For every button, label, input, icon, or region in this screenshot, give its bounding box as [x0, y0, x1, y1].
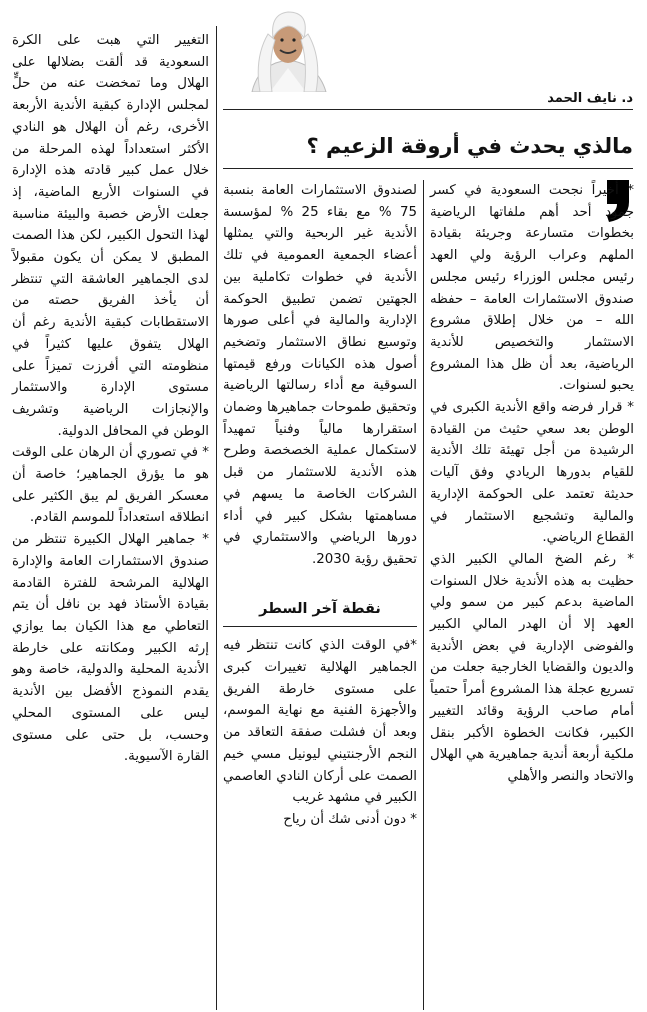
spacer [223, 571, 417, 595]
paragraph: * جماهير الهلال الكبيرة تنتظر من صندوق الاستثمارات العامة والإدارة الهلالية المرشحة للفترة القادمة بقيادة الأستاذ فهد بن نافل أن يتم التعاطي مع هذا الكيان بما يوازي إرثه الكبير ومكانته على خارطة الأندية المحلية والدولية، خاصة وهو يقدم النموذج الأفضل بين الأندية ليس على المستوى المحلي وحسب، بل حتى على مستوى القارة الآسيوية. [12, 532, 209, 765]
paragraph: * قرار فرضه واقع الأندية الكبرى في الوطن بعد سعي حثيث من القيادة الرشيدة من أجل تهيئة تلك الأندية للقيام بدورها الريادي وفق آليات حديثة تعتمد على الحوكمة الإدارية والمالية وتشجيع الاستثمار في القطاع الرياضي. [430, 400, 634, 546]
paragraph: * في تصوري أن الرهان على الوقت هو ما يؤرق الجماهير؛ خاصة أن معسكر الفريق لم يبق الكثير على انطلاقه استعداداً للموسم القادم. [12, 445, 209, 526]
byline-underline [223, 109, 633, 110]
column-middle [223, 180, 417, 831]
paragraph: * دون أدنى شك أن رياح [283, 811, 417, 827]
paragraph: *في الوقت الذي كانت تنتظر فيه الجماهير الهلالية تغييرات كبرى على مستوى خارطة الفريق والأجهزة الفنية مع نهاية الموسم، وبعد أن فشلت صفقة التعاقد من النجم الأرجنتيني ليونيل مسي خيم الصمت على أركان النادي العاصمي الكبير في مشهد غريب [223, 638, 417, 806]
paragraph: * رغم الضخ المالي الكبير الذي حظيت به هذه الأندية خلال السنوات الماضية بدعم كبير من سمو ولي العهد إلا أن الهدر المالي الكبير والفوضى الإدارية في بعض الأندية والديون والقضايا الخارجية جعلت من تسريع عجلة هذا المشروع أمراً حتمياً أمام صاحب الرؤية وقائد التغيير الكبير، فكانت الخطوة الأكبر بنقل ملكية أربعة أندية جماهيرية هي الهلال والاتحاد والنصر والأهلي [430, 551, 634, 784]
column-left [12, 30, 209, 768]
subheading: نقطة آخر السطر [259, 600, 381, 617]
paragraph: * أخيراً نجحت السعودية في كسر جمود أحد أهم ملفاتها الرياضية بخطوات متسارعة وجريئة بقيادة الملهم وعراب الرؤية ولي العهد رئيس مجلس الوزراء رئيس مجلس صندوق الاستثمارات العامة – حفظه الله – من خلال إطلاق مشروع الاستثمار والتخصيص للأندية الرياضية، بعد أن ظل هذا المشروع يحبو لسنوات. [430, 183, 634, 394]
column-right [430, 180, 634, 788]
paragraph: التغيير التي هبت على الكرة السعودية قد ألقت بضلالها على الهلال وما تمخضت عنه من حلٍّ لمجلس الإدارة كبقية الأندية الأربعة الأخرى، رغم أن الهلال هو النادي الأكثر استعداداً لهذه المرحلة من خلال عمل كبير قادته هذه الإدارة في السنوات الأربع الماضية، إذ جعلت الأرض خصبة والبيئة مناسبة لهذا التحول الكبير، لكن هذا الصمت المطبق لا يمكن أن يكون مقبولاً لدى الجماهير العاشقة التي تنتظر أن يأخذ الفريق حصته من الاستقطابات كبقية الأندية رغم أن الهلال يتفوق عليها كثيراً في منظومته التي أفرزت تميزاً على مستوى الإدارة والاستثمار والإنجازات الرياضية وتشريف الوطن في المحافل الدولية. [12, 33, 209, 439]
article-headline: مالذي يحدث في أروقة الزعيم ؟ [306, 134, 633, 158]
author-photo [230, 8, 346, 92]
paragraph: لصندوق الاستثمارات العامة بنسبة 75 % مع بقاء 25 % لمؤسسة الأندية غير الربحية والتي يمثلها أعضاء الجمعية العمومية في تلك الأندية في خطوات تكاملية بين الجهتين تضمن تطبيق الحوكمة الإدارية والمالية في أعلى صورها وتوسيع نطاق الاستثمار وتضخيم أصول هذه الكيانات ورفع قيمتها السوقية مع أداء رسالتها الرياضية وتحقيق طموحات جماهيرها وضمان استقرارها مالياً وفنياً تمهيداً لاستكمال عملية الخصخصة وطرح هذه الأندية للاستثمار من قبل الشركات الخاصة ما يسهم في مساهمتها بشكل كبير في أداء دورها الرياضي والاستثماري في تحقيق رؤية 2030. [223, 183, 417, 567]
column-divider-left [216, 26, 217, 1010]
byline-bar [223, 89, 633, 109]
author-byline: د. نايف الحمد [547, 91, 633, 106]
subheading-rule [223, 626, 417, 627]
column-divider-right [423, 180, 424, 1010]
headline-rule [223, 168, 633, 169]
